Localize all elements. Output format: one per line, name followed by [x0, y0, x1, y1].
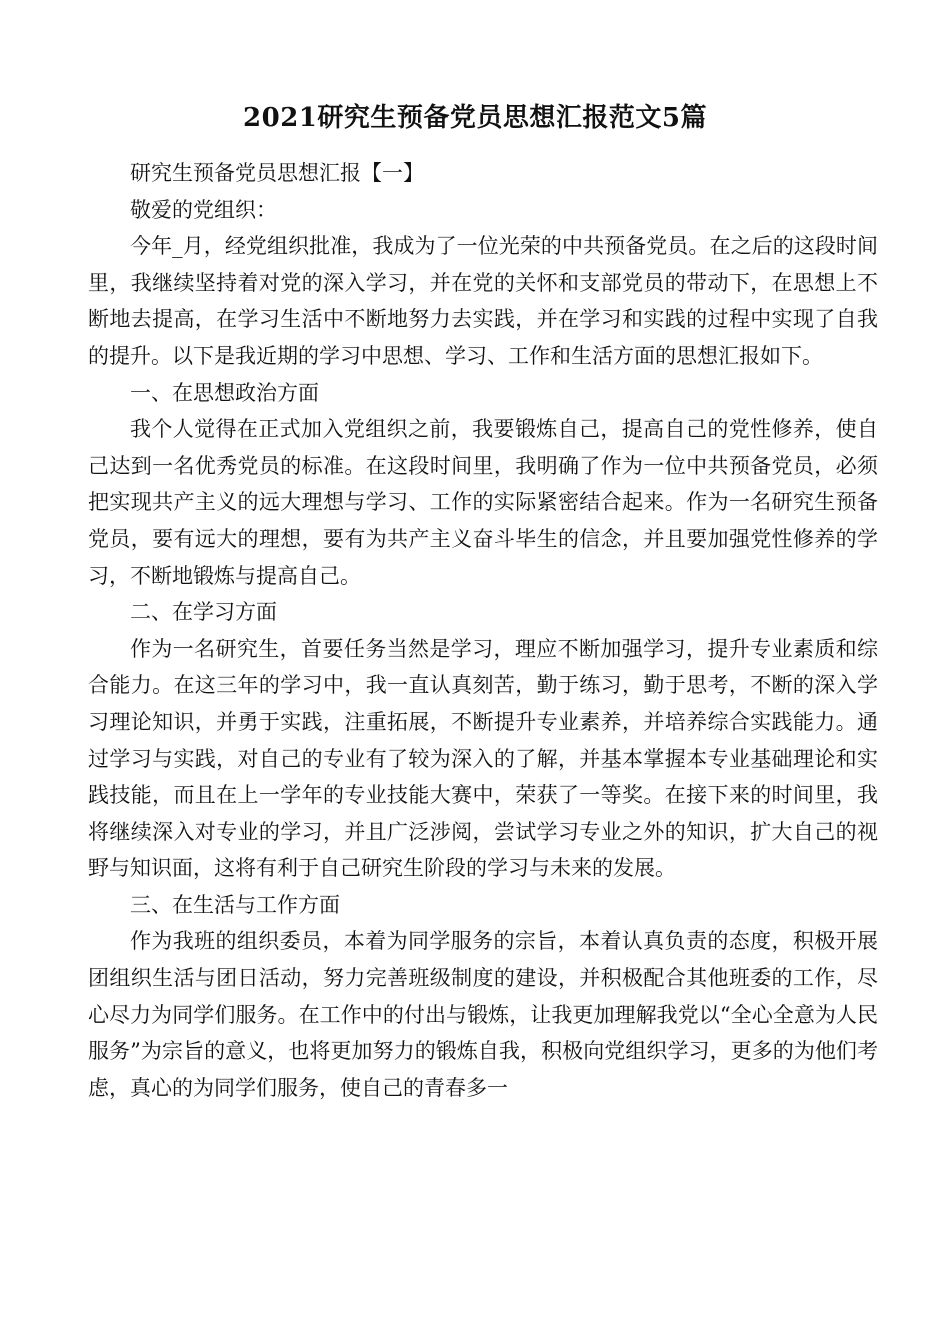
salutation: 敬爱的党组织：	[130, 197, 277, 222]
subsection-heading: 三、在生活与工作方面	[130, 892, 340, 917]
paragraph: 今年_月，经党组织批准，我成为了一位光荣的中共预备党员。在之后的这段时间里，我继续坚持着对党的深入学习，并在党的关怀和支部党员的带动下，在思想上不断地去提高，在学习生活中不断地努力去实践，并在学习和实践的过程中实现了自我的提升。以下是我近期的学习中思想、学习、工作和生活方面的思想汇报如下。	[88, 234, 878, 368]
document-title: 2021研究生预备党员思想汇报范文5篇	[243, 103, 707, 133]
paragraph: 我个人觉得在正式加入党组织之前，我要锻炼自己，提高自己的党性修养，使自己达到一名优秀党员的标准。在这段时间里，我明确了作为一位中共预备党员，必须把实现共产主义的远大理想与学习、工作的实际紧密结合起来。作为一名研究生预备党员，要有远大的理想，要有为共产主义奋斗毕生的信念，并且要加强党性修养的学习，不断地锻炼与提高自己。	[88, 417, 878, 588]
document-body	[88, 155, 878, 1106]
subsection-heading: 二、在学习方面	[130, 600, 277, 625]
section-heading: 研究生预备党员思想汇报【一】	[130, 161, 424, 185]
subsection-heading: 一、在思想政治方面	[130, 380, 319, 405]
paragraph: 作为一名研究生，首要任务当然是学习，理应不断加强学习，提升专业素质和综合能力。在这三年的学习中，我一直认真刻苦，勤于练习，勤于思考，不断的深入学习理论知识，并勇于实践，注重拓展，不断提升专业素养，并培养综合实践能力。通过学习与实践，对自己的专业有了较为深入的了解，并基本掌握本专业基础理论和实践技能，而且在上一学年的专业技能大赛中，荣获了一等奖。在接下来的时间里，我将继续深入对专业的学习，并且广泛涉阅，尝试学习专业之外的知识，扩大自己的视野与知识面，这将有利于自己研究生阶段的学习与未来的发展。	[88, 636, 878, 881]
paragraph: 作为我班的组织委员，本着为同学服务的宗旨，本着认真负责的态度，积极开展团组织生活与团日活动，努力完善班级制度的建设，并积极配合其他班委的工作，尽心尽力为同学们服务。在工作中的付出与锻炼，让我更加理解我党以“全心全意为人民服务”为宗旨的意义，也将更加努力的锻炼自我，积极向党组织学习，更多的为他们考虑，真心的为同学们服务，使自己的青春多一	[88, 929, 878, 1100]
